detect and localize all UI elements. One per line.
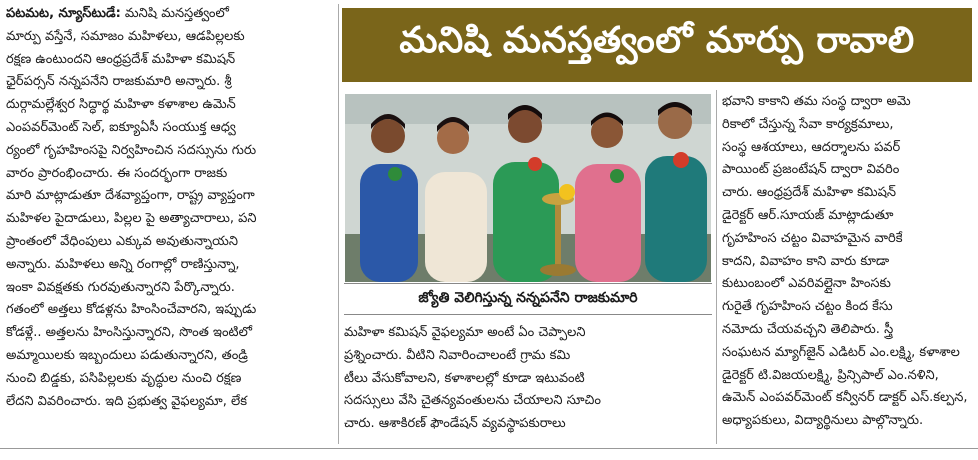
left-article-column — [6, 3, 332, 413]
article-line: ఛైర్‌పర్సన్ నన్నపనేని రాజకుమారి అన్నారు. శ్రీ — [6, 74, 232, 90]
column-divider — [338, 4, 339, 444]
article-line: ఉమెన్ ఎంపవర్‌మెంట్ కన్వీనర్ డాక్టర్ ఎస్.కల్పన, — [722, 390, 968, 406]
article-line: దుర్గామల్లేశ్వర సిద్ధార్థ మహిళా కళాశాల ఉమెన్ — [6, 97, 236, 113]
article-line: రికాలో చేస్తున్న సేవా కార్యక్రమాలు, — [722, 116, 894, 132]
article-line: సంస్థ ఆశయాలు, ఆదర్శాలను పవర్ — [722, 139, 901, 155]
article-line: అన్నారు. మహిళలు అన్ని రంగాల్లో రాణిస్తున్నా, — [6, 256, 240, 272]
event-photo-illustration — [345, 94, 711, 282]
article-line: సదస్సులు వేసి చైతన్యవంతులను చేయాలని సూచిం — [344, 393, 601, 409]
article-line: సంఘటన మ్యాగ్‌జైన్ ఎడిటర్ ఎం.లక్ష్మి, కళాశాల — [722, 344, 960, 360]
middle-article-column — [344, 322, 710, 436]
article-line: ఎంపవర్‌మెంట్ సెల్, ఐక్యూఏసీ సంయుక్త ఆధ్వ — [6, 119, 236, 135]
article-line: కాదని, వివాహం కాని వారు కూడా — [722, 253, 890, 269]
article-line: భవాని కాకాని తమ సంస్థ ద్వారా అమె — [722, 94, 911, 109]
headline: మనిషి మనస్తత్వంలో మార్పు రావాలి — [342, 8, 972, 82]
photo-caption: జ్యోతి వెలిగిస్తున్న నన్నపనేని రాజకుమారి — [344, 283, 712, 315]
article-line: వారం ప్రారంభించారు. ఈ సందర్భంగా రాజకు — [6, 165, 228, 181]
right-column-lines — [722, 91, 972, 433]
article-line: డైరెక్టర్ ఆర్.సూయజ్ మాట్లాడుతూ — [722, 207, 894, 223]
article-line: మహిళల పైదాడులు, పిల్లల పై అత్యాచారాలు, పని — [6, 211, 257, 227]
event-photo — [345, 94, 711, 282]
first-line-text: మనిషి మనస్తత్వంలో — [120, 6, 229, 21]
article-line: పాయింట్ ప్రజంటేషన్ ద్వారా వివరిం — [722, 162, 900, 178]
bottom-rule — [0, 448, 978, 449]
article-line: నుంచి బిడ్డకు, పసిపిల్లలకు వృద్ధుల నుంచి రక్షణ — [6, 370, 242, 386]
article-line: కోడళ్లే.. అత్తలను హింసిస్తున్నారని, సొంత ఇంటిలో — [6, 325, 252, 341]
article-line: చారు. ఆంధ్రప్రదేశ్ మహిళా కమిషన్ — [722, 185, 897, 201]
dateline: పటమట, న్యూస్‌టుడే: — [6, 6, 121, 21]
article-line: ర్యంలో గృహహింసపై నిర్వహించిన సదస్సును గురు — [6, 142, 257, 158]
article-line: లేదని వివరించారు. ఇది ప్రభుత్వ వైఫల్యమా, లేక — [6, 393, 247, 409]
article-line: చారు. ఆశాకిరణ్ ఫౌండేషన్ వ్యవస్థాపకురాలు — [344, 416, 566, 432]
left-column-lines — [6, 26, 332, 414]
middle-column-lines — [344, 322, 710, 436]
article-line: టీలు వేసుకోవాలని, కళాశాలల్లో కూడా ఇటువంటి — [344, 370, 585, 386]
article-line: ప్రాంతంలో వేధింపులు ఎక్కువ అవుతున్నాయని — [6, 233, 238, 249]
article-line: గృహహింస చట్టం వివాహమైన వారికే — [722, 230, 903, 246]
article-line: నమోదు చేయవచ్చని తెలిపారు. స్త్రీ — [722, 321, 894, 337]
article-line: ఇంకా వివక్షతకు గురవుతున్నారని పేర్కొన్నారు. — [6, 279, 235, 295]
article-line: మార్పు వస్తేనే, సమాజం మహిళలు, ఆడపిల్లలకు — [6, 28, 245, 44]
right-article-column — [722, 91, 972, 433]
article-line: గురైతే గృహహింస చట్టం కింద కేసు — [722, 299, 893, 315]
article-line: అధ్యాపకులు, విద్యార్థినులు పాల్గొన్నారు. — [722, 413, 924, 429]
column-divider — [716, 90, 717, 444]
article-line: మహిళా కమిషన్ వైఫల్యమా అంటే ఏం చెప్పాలని — [344, 325, 586, 340]
article-line: రక్షణ ఉంటుందని ఆంధ్రప్రదేశ్ మహిళా కమిషన్ — [6, 51, 236, 67]
article-line: ప్రశ్నించారు. వీటిని నివారించాలంటే గ్రామ కమి — [344, 347, 571, 363]
article-first-line — [6, 3, 332, 26]
article-line: మారి మాట్లాడుతూ దేశవ్యాప్తంగా, రాష్ట్ర వ్యాప్తంగా — [6, 188, 255, 204]
article-line: గతంలో అత్తలు కోడళ్లను హింసించేవారని, ఇప్పుడు — [6, 302, 257, 318]
article-line: అమ్మాయిలకు ఇబ్బందులు పడుతున్నారని, తండ్రి — [6, 347, 248, 363]
article-line: డైరెక్టర్ టి.విజయలక్ష్మి, ప్రిన్సిపాల్ ఎం.నళిని, — [722, 367, 939, 383]
article-line: కుటుంబంలో ఎవరివల్లైనా హింసకు — [722, 276, 891, 292]
